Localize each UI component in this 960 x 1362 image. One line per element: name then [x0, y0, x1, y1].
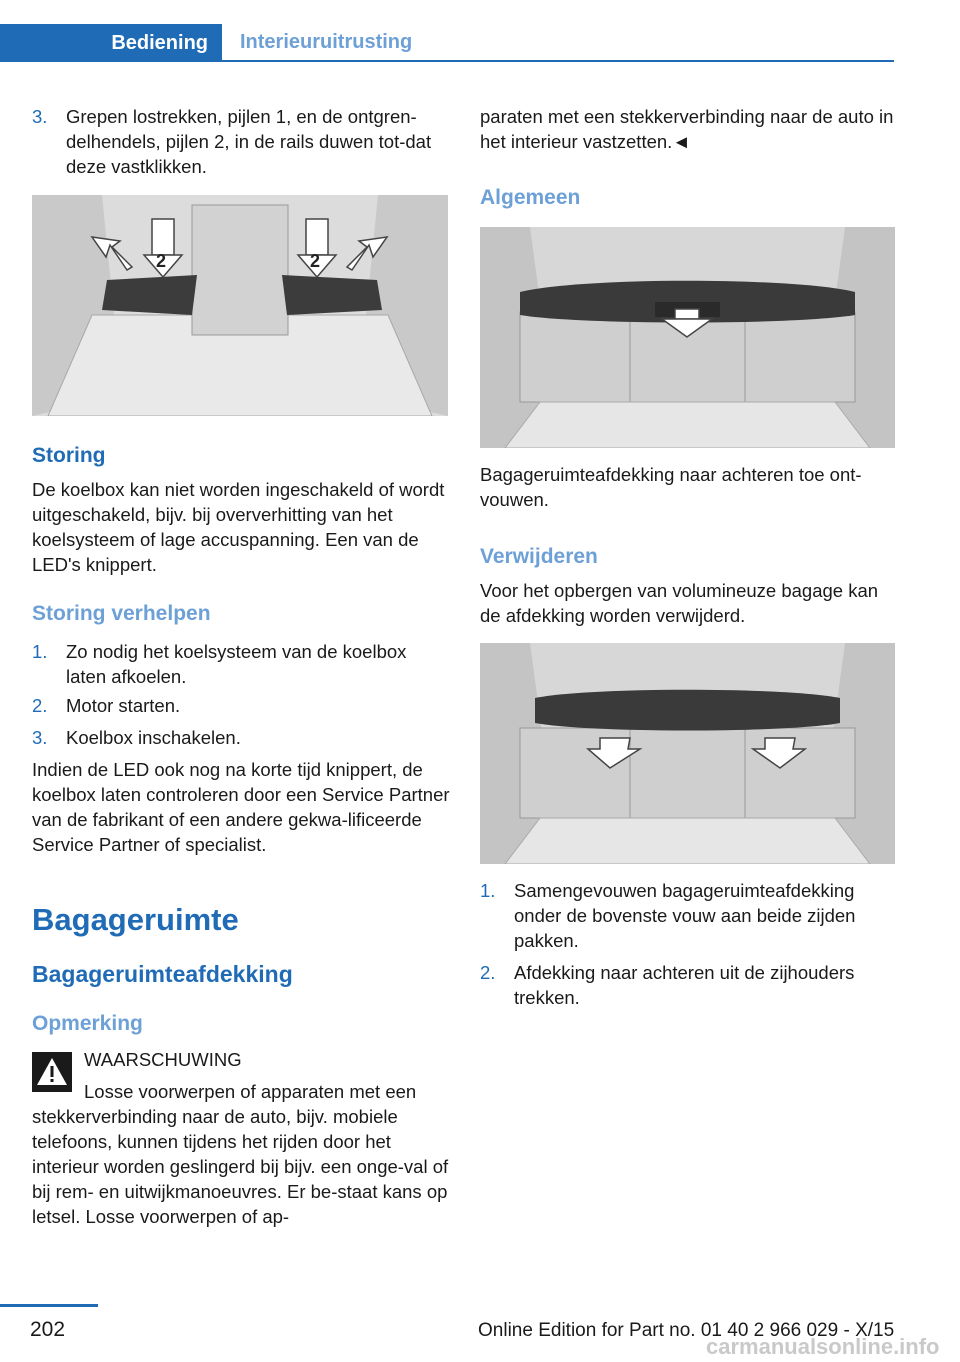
tab-interieuruitrusting[interactable]: Interieuruitrusting	[222, 24, 894, 62]
list-number: 2.	[32, 695, 48, 716]
verhelpen-note: Indien de LED ook nog na korte tijd knippert, de koelbox laten controleren door een Service Partner van de fabrikant of een andere gekwa-lificeerde Service Partner of specialist.	[32, 759, 450, 855]
list-number: 1.	[32, 641, 48, 662]
warning-label: WAARSCHUWING	[84, 1049, 242, 1070]
continued-text: paraten met een stekkerverbinding naar de auto in het interieur vastzetten.◄	[480, 106, 894, 152]
opmerking-heading: Opmerking	[32, 1012, 143, 1035]
algemeen-heading: Algemeen	[480, 186, 581, 209]
fig2-caption: Bagageruimteafdekking naar achteren toe ont-vouwen.	[480, 464, 862, 510]
list-text: Afdekking naar achteren uit de zijhouders trekken.	[514, 962, 855, 1008]
tab-bediening[interactable]: Bediening	[0, 24, 222, 62]
warning-text-first: Losse voorwerpen of apparaten met een	[84, 1081, 417, 1102]
trunk-rails-figure	[32, 195, 448, 416]
verwijderen-text: Voor het opbergen van volumineuze bagage kan de afdekking worden verwijderd.	[480, 580, 879, 626]
list-text: Motor starten.	[66, 695, 181, 716]
storing-verhelpen-heading: Storing verhelpen	[32, 602, 211, 625]
watermark: carmanualsonline.info	[706, 1334, 940, 1359]
storing-text: De koelbox kan niet worden ingeschakeld of wordt uitgeschakeld, bijv. bij oververhitting van het koelsysteem of lage accuspanning. Een van de LED's knippert.	[32, 479, 445, 575]
section-title: Bagageruimte	[32, 902, 239, 937]
list-text: Koelbox inschakelen.	[66, 727, 241, 748]
list-number: 3.	[32, 106, 48, 127]
page-number: 202	[30, 1318, 66, 1341]
warning-text-rest: stekkerverbinding naar de auto, bijv. mobiele telefoons, kunnen tijdens het rijden door het interieur worden geslingerd bij bijv. een onge-val of bij rem- en uitwijkmanoeuvres. Er be-staat kans op letsel. Losse voorwerpen of ap-	[32, 1106, 449, 1227]
edition-text: Online Edition for Part no. 01 40 2 966 029 - X/15	[478, 1320, 895, 1341]
list-number: 3.	[32, 727, 48, 748]
cover-remove-figure	[480, 643, 895, 864]
list-text: Zo nodig het koelsysteem van de koelbox laten afkoelen.	[66, 641, 407, 687]
verwijderen-heading: Verwijderen	[480, 545, 598, 568]
subsection-title: Bagageruimteafdekking	[32, 961, 293, 987]
list-text: Grepen lostrekken, pijlen 1, en de ontgren-delhendels, pijlen 2, in de rails duwen tot-dat deze vastklikken.	[66, 106, 432, 177]
footer-rule	[0, 1304, 98, 1307]
list-text: Samengevouwen bagageruimteafdekking onder de bovenste vouw aan beide zijden pakken.	[514, 880, 856, 951]
list-number: 1.	[480, 880, 496, 901]
storing-heading: Storing	[32, 444, 106, 467]
warning-icon	[32, 1052, 72, 1092]
figure-label-2-left: 2	[156, 251, 167, 271]
list-number: 2.	[480, 962, 496, 983]
figure-label-2-right: 2	[310, 251, 321, 271]
cover-unfold-figure	[480, 227, 895, 448]
